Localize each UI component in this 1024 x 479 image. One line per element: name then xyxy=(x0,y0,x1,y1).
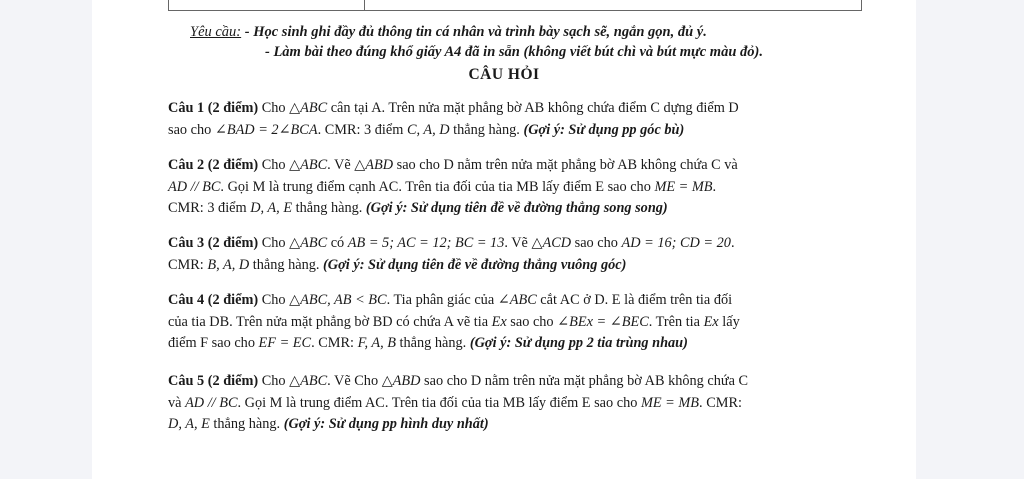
question-line xyxy=(168,312,858,334)
question-line xyxy=(168,233,858,255)
hint-text: (Gợi ý: Sử dụng tiên đề về đường thẳng vuông góc) xyxy=(323,256,627,273)
question-line xyxy=(168,177,858,199)
document-page xyxy=(92,0,916,479)
question-3 xyxy=(168,233,858,276)
math-expression: ME = MB xyxy=(654,178,713,195)
question-text: thẳng hàng. xyxy=(209,416,284,432)
requirements-label: Yêu cầu: xyxy=(190,24,242,40)
question-line xyxy=(168,98,858,120)
math-expression: △ACD xyxy=(531,235,572,251)
question-text: . Tia phân giác của xyxy=(386,292,498,308)
question-text: Cho xyxy=(261,373,290,389)
question-text: thẳng hàng. xyxy=(449,121,524,138)
question-line xyxy=(168,371,858,393)
math-expression: F, A, B xyxy=(357,335,396,351)
question-line xyxy=(168,333,858,355)
question-line xyxy=(168,393,858,415)
question-text: sao cho D nằm trên nửa mặt phẳng bờ AB không chứa C xyxy=(420,373,749,389)
math-expression: EF = EC xyxy=(258,335,312,351)
question-text: Cho xyxy=(261,157,290,173)
math-expression: B, A, D xyxy=(207,256,250,273)
question-text: . CMR: xyxy=(699,394,742,411)
question-text: cân tại A. Trên nửa mặt phẳng bờ AB không chứa điểm C dựng điểm D xyxy=(327,100,739,116)
question-1 xyxy=(168,98,858,141)
question-2 xyxy=(168,155,858,220)
hint-text: (Gợi ý: Sử dụng pp 2 tia trùng nhau) xyxy=(469,335,688,351)
question-line xyxy=(168,290,858,312)
question-line xyxy=(168,414,858,436)
question-text: sao cho xyxy=(506,313,558,330)
question-text: Cho xyxy=(261,292,290,308)
math-expression: Ex xyxy=(491,313,507,330)
question-text: Cho xyxy=(261,235,290,251)
math-expression: AD // BC xyxy=(185,394,238,411)
question-label: Câu 1 (2 điểm) xyxy=(168,100,262,116)
math-expression: ME = MB xyxy=(640,394,700,411)
question-text: . CMR: 3 điểm xyxy=(317,121,407,138)
question-text: và xyxy=(168,394,186,411)
table-divider xyxy=(364,0,365,10)
question-label: Câu 4 (2 điểm) xyxy=(168,292,262,308)
math-expression: △ABD xyxy=(381,373,421,389)
question-label: Câu 2 (2 điểm) xyxy=(168,157,262,173)
question-text: thẳng hàng. xyxy=(292,200,366,216)
question-text: CMR: xyxy=(168,256,208,273)
requirements-line-2: - Làm bài theo đúng khổ giấy A4 đã in sẵn (không viết bút chì và bút mực màu đỏ). xyxy=(265,44,763,60)
hint-text: (Gợi ý: Sử dụng pp góc bù) xyxy=(523,121,685,138)
math-expression: ∠BAD = 2∠BCA xyxy=(214,121,318,138)
question-text: . CMR: xyxy=(311,335,358,351)
question-text: . Vẽ xyxy=(327,157,355,173)
header-table-edge xyxy=(168,0,862,11)
math-expression: △ABC xyxy=(289,100,328,116)
question-text: của tia DB. Trên nửa mặt phẳng bờ BD có chứa A vẽ tia xyxy=(168,313,492,330)
math-expression: ∠ABC xyxy=(497,292,537,308)
math-expression: △ABD xyxy=(354,157,394,173)
question-text: sao cho xyxy=(168,121,215,138)
question-text: . Gọi M là trung điểm AC. Trên tia đối của tia MB lấy điểm E sao cho xyxy=(237,394,641,411)
question-text: có xyxy=(327,235,348,251)
math-expression: AD // BC xyxy=(168,178,221,195)
math-expression: △ABC, AB < BC xyxy=(289,292,387,308)
question-text: điểm F sao cho xyxy=(168,335,259,351)
requirements-line-1: - Học sinh ghi đầy đủ thông tin cá nhân và trình bày sạch sẽ, ngắn gọn, đủ ý. xyxy=(244,24,707,40)
section-title: CÂU HỎI xyxy=(468,66,540,83)
question-5 xyxy=(168,371,858,436)
question-text: . Vẽ xyxy=(504,235,532,251)
math-expression: D, A, E xyxy=(250,200,293,216)
question-line xyxy=(168,198,858,220)
question-text: . Gọi M là trung điểm cạnh AC. Trên tia đối của tia MB lấy điểm E sao cho xyxy=(220,178,655,195)
question-text: thẳng hàng. xyxy=(395,335,470,351)
question-label: Câu 3 (2 điểm) xyxy=(168,235,262,251)
question-text: sao cho xyxy=(571,235,622,251)
question-label: Câu 5 (2 điểm) xyxy=(168,373,262,389)
math-expression: △ABC xyxy=(289,157,328,173)
question-line xyxy=(168,120,858,142)
question-4 xyxy=(168,290,858,355)
hint-text: (Gợi ý: Sử dụng tiên đề về đường thẳng song song) xyxy=(365,200,668,216)
question-text: . xyxy=(730,235,735,251)
math-expression: △ABC xyxy=(289,373,328,389)
question-line xyxy=(168,155,858,177)
math-expression: D, A, E xyxy=(168,416,210,432)
question-line xyxy=(168,255,858,277)
math-expression: △ABC xyxy=(289,235,328,251)
math-expression: AB = 5; AC = 12; BC = 13 xyxy=(347,235,505,251)
math-expression: C, A, D xyxy=(406,121,450,138)
question-text: CMR: 3 điểm xyxy=(168,200,251,216)
math-expression: Ex xyxy=(703,313,719,330)
question-text: thẳng hàng. xyxy=(249,256,324,273)
hint-text: (Gợi ý: Sử dụng pp hình duy nhất) xyxy=(283,416,489,432)
question-text: . Vẽ Cho xyxy=(327,373,382,389)
question-text: . xyxy=(712,178,717,195)
requirements-block xyxy=(190,22,763,60)
question-text: lấy xyxy=(718,313,740,330)
math-expression: ∠BEx = ∠BEC xyxy=(557,313,649,330)
question-text: Cho xyxy=(261,100,290,116)
question-text: . Trên tia xyxy=(648,313,704,330)
math-expression: AD = 16; CD = 20 xyxy=(621,235,731,251)
question-text: sao cho D nằm trên nửa mặt phẳng bờ AB không chứa C và xyxy=(393,157,738,173)
question-text: cắt AC ở D. E là điểm trên tia đối xyxy=(536,292,733,308)
